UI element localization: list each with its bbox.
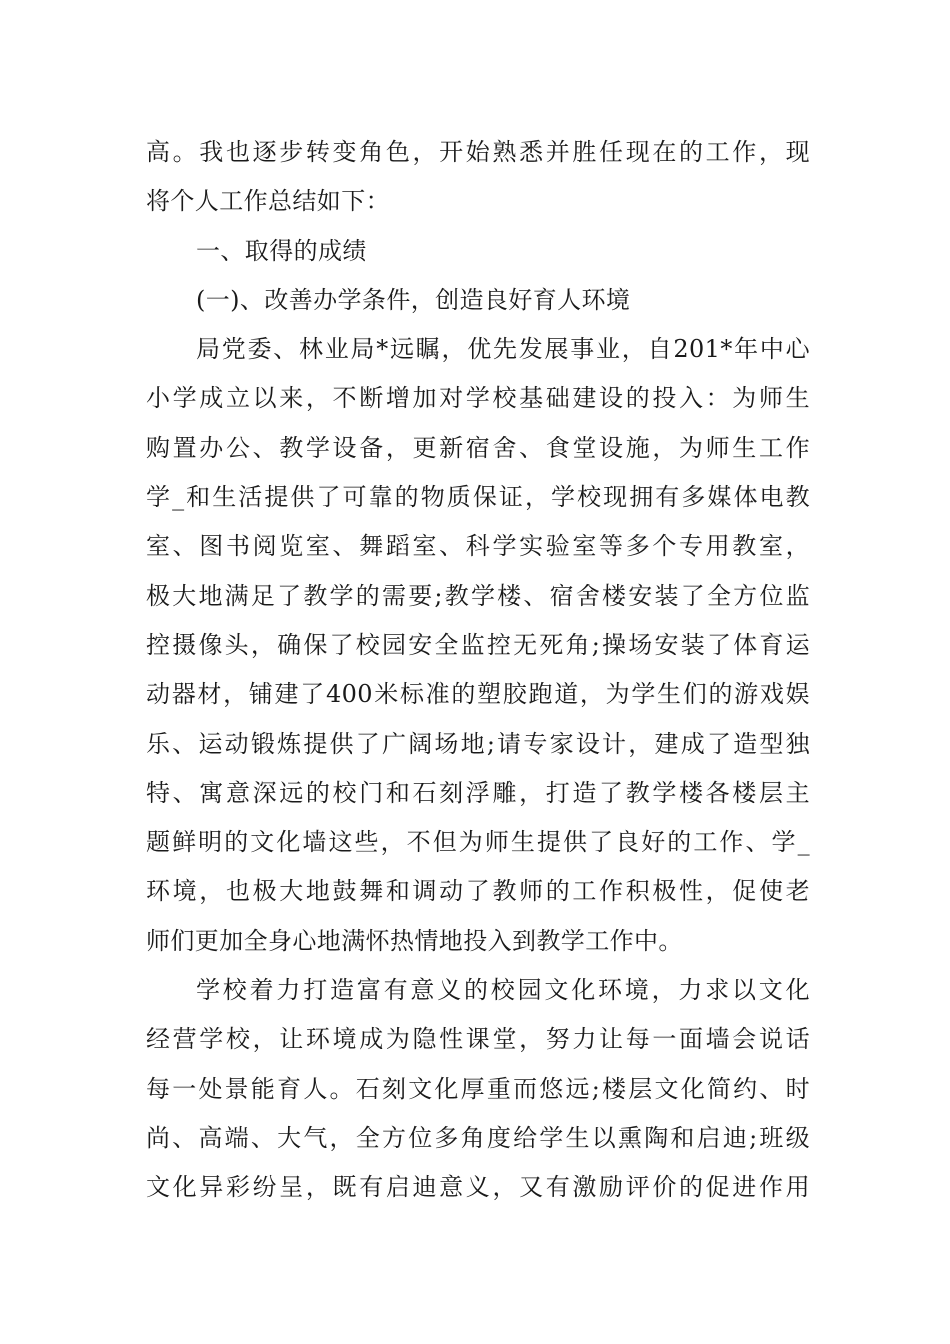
body-text [146,128,810,1213]
text-line: 购置办公、教学设备，更新宿舍、食堂设施，为师生工作 [146,433,810,462]
text-line: 动器材，铺建了400米标准的塑胶跑道，为学生们的游戏娱 [146,680,810,709]
text-line: 尚、高端、大气，全方位多角度给学生以熏陶和启迪;班级 [146,1123,810,1152]
subsection-heading: (一)、改善办学条件，创造良好育人环境 [196,285,631,314]
text-line: 题鲜明的文化墙这些，不但为师生提供了良好的工作、学_ [146,828,810,857]
text-line: 室、图书阅览室、舞蹈室、科学实验室等多个专用教室， [146,532,810,561]
text-line: 控摄像头，确保了校园安全监控无死角;操场安装了体育运 [146,630,810,659]
text-line: 经营学校，让环境成为隐性课堂，努力让每一面墙会说话 [146,1025,810,1054]
text-line: 小学成立以来，不断增加对学校基础建设的投入：为师生 [146,384,810,413]
text-line: 乐、运动锻炼提供了广阔场地;请专家设计，建成了造型独 [146,729,810,758]
text-line: 高。我也逐步转变角色，开始熟悉并胜任现在的工作，现 [146,138,810,166]
text-line: 学校着力打造富有意义的校园文化环境，力求以文化 [196,976,810,1005]
text-line: 特、寓意深远的校门和石刻浮雕，打造了教学楼各楼层主 [146,778,810,807]
text-line: 文化异彩纷呈，既有启迪意义，又有激励评价的促进作用 [146,1173,810,1202]
text-line: 每一处景能育人。石刻文化厚重而悠远;楼层文化简约、时 [146,1074,810,1103]
section-heading: 一、取得的成绩 [196,236,367,265]
text-line: 将个人工作总结如下： [146,187,390,216]
text-line: 环境，也极大地鼓舞和调动了教师的工作积极性，促使老 [146,877,810,906]
text-line: 极大地满足了教学的需要;教学楼、宿舍楼安装了全方位监 [146,581,810,610]
text-line: 师们更加全身心地满怀热情地投入到教学工作中。 [146,926,683,955]
text-line: 学_和生活提供了可靠的物质保证，学校现拥有多媒体电教 [146,483,810,512]
text-line: 局党委、林业局*远瞩，优先发展事业，自201*年中心 [196,335,810,364]
